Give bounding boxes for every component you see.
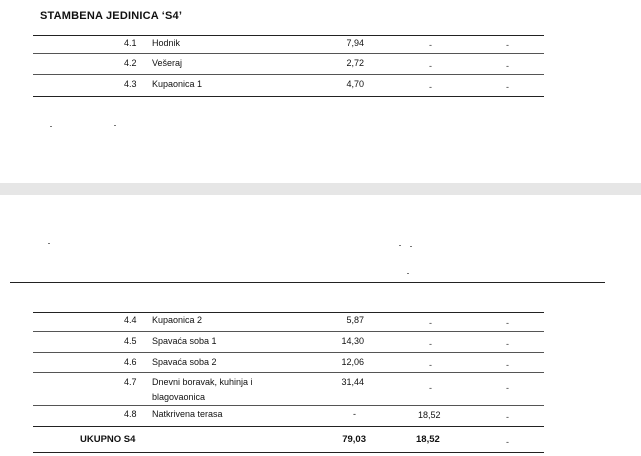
room-number: 4.2 (124, 58, 137, 68)
col3-value: - (506, 82, 509, 92)
room-name: Kupaonica 2 (152, 315, 203, 325)
col2-value: - (429, 82, 432, 92)
col3-value: - (506, 61, 509, 71)
col3-value: - (506, 318, 509, 328)
total-col3: - (506, 437, 509, 447)
room-number: 4.3 (124, 79, 137, 89)
room-area: - (353, 409, 356, 419)
room-name: Vešeraj (152, 58, 183, 68)
row-divider (33, 74, 544, 75)
room-name: Dnevni boravak, kuhinja i blagovaonica (152, 377, 253, 402)
room-area: 31,44 (341, 377, 364, 387)
scan-speck (407, 273, 409, 274)
table-top-rule (33, 312, 544, 313)
table-top-rule (33, 35, 544, 36)
row-divider (33, 331, 544, 332)
page-break (0, 183, 641, 195)
scan-speck (410, 246, 412, 247)
total-col2: 18,52 (416, 434, 440, 445)
row-divider (33, 53, 544, 54)
room-name: Hodnik (152, 38, 181, 48)
room-number: 4.7 (124, 377, 137, 387)
room-name: Natkrivena terasa (152, 409, 223, 419)
col2-value: - (429, 61, 432, 71)
col3-value: - (506, 40, 509, 50)
room-number: 4.6 (124, 357, 137, 367)
room-area: 4,70 (346, 79, 364, 89)
room-number: 4.8 (124, 409, 137, 419)
room-area: 7,94 (346, 38, 364, 48)
table-bottom-rule (33, 452, 544, 453)
scan-speck (114, 125, 116, 126)
scan-speck (399, 245, 401, 246)
room-area: 14,30 (341, 336, 364, 346)
col2-value: - (429, 383, 432, 393)
room-number: 4.5 (124, 336, 137, 346)
room-area: 12,06 (341, 357, 364, 367)
row-divider (33, 372, 544, 373)
total-label: UKUPNO S4 (80, 434, 136, 445)
room-name: Spavaća soba 2 (152, 357, 217, 367)
col3-value: - (506, 412, 509, 422)
room-area: 5,87 (346, 315, 364, 325)
col3-value: - (506, 360, 509, 370)
scan-speck (50, 126, 52, 127)
room-name: Kupaonica 1 (152, 79, 203, 89)
row-divider (33, 352, 544, 353)
col2-value: - (429, 40, 432, 50)
col3-value: - (506, 339, 509, 349)
col2-value: - (429, 318, 432, 328)
scan-speck (48, 243, 50, 244)
col3-value: - (506, 383, 509, 393)
total-area: 79,03 (342, 434, 366, 445)
total-top-rule (33, 426, 544, 427)
col2-value: - (429, 339, 432, 349)
section-title: STAMBENA JEDINICA ‘S4’ (40, 10, 183, 22)
room-number: 4.4 (124, 315, 137, 325)
page-header-rule (10, 282, 605, 283)
room-number: 4.1 (124, 38, 137, 48)
room-name: Spavaća soba 1 (152, 336, 217, 346)
row-divider (33, 405, 544, 406)
table-bottom-rule (33, 96, 544, 97)
col2-value: - (429, 360, 432, 370)
col2-value: 18,52 (418, 410, 441, 420)
room-area: 2,72 (346, 58, 364, 68)
